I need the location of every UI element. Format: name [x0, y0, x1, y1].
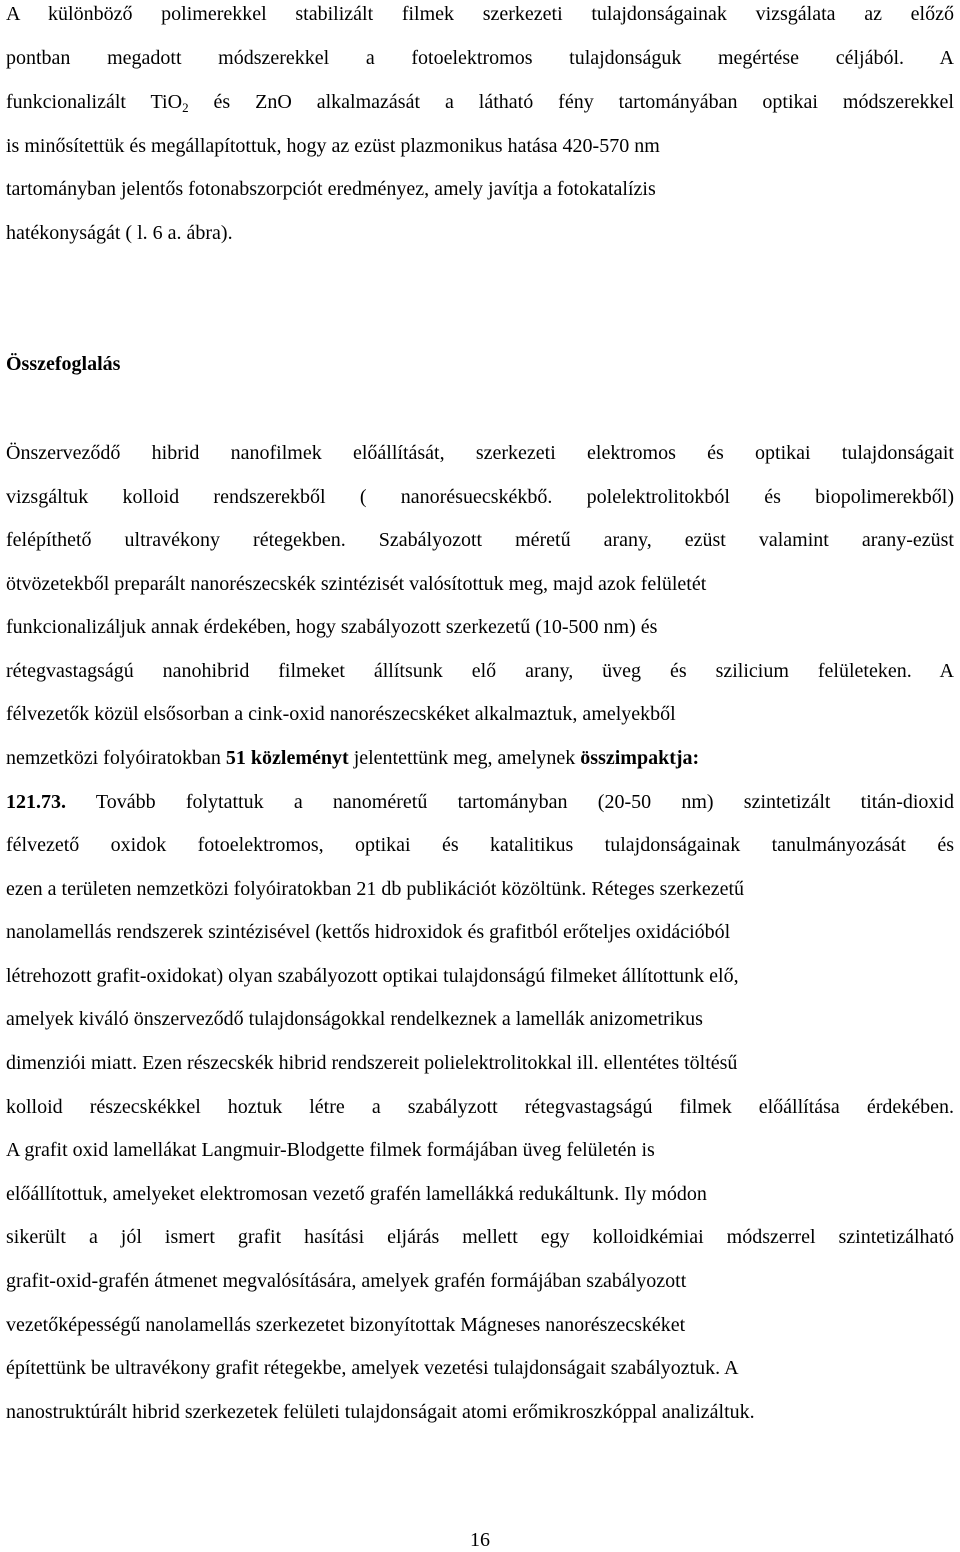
- summary-line-23: nanostruktúrált hibrid szerkezetek felületi tulajdonságait atomi erőmikroszkóppal analizáltuk.: [6, 1401, 755, 1423]
- intro-line-2: pontban megadott módszerekkel a fotoelektromos tulajdonságuk megértése céljából. A: [6, 47, 954, 69]
- summary-line-7: félvezetők közül elsősorban a cink-oxid nanorészecskéket alkalmaztuk, amelyekből: [6, 703, 676, 725]
- summary-line-9: [6, 790, 954, 814]
- summary-line-15: dimenziói miatt. Ezen részecskék hibrid rendszereit polielektrolitokkal ill. ellentétes töltésű: [6, 1052, 738, 1074]
- page-number: 16: [470, 1529, 490, 1551]
- summary-line-6: rétegvastagságú nanohibrid filmeket állítsunk elő arany, üveg és szilicium felületeken. A: [6, 660, 954, 682]
- intro-line-3: [6, 90, 954, 114]
- summary-line-2: vizsgáltuk kolloid rendszerekből ( nanorésuecskékbő. polelektrolitokból és biopolimerekből): [6, 486, 954, 508]
- summary-line-9b: Tovább folytattuk a nanoméretű tartományban (20-50 nm) szintetizált titán-dioxid: [66, 791, 954, 813]
- summary-line-4: ötvözetekből preparált nanorészecskék szintézisét valósítottuk meg, majd azok felületét: [6, 573, 707, 595]
- intro-line-3b: és ZnO alkalmazását a látható fény tartományában optikai módszerekkel: [188, 91, 954, 113]
- impact-value: 121.73.: [6, 791, 66, 813]
- summary-heading: Összefoglalás: [6, 353, 121, 375]
- summary-line-5: funkcionalizáljuk annak érdekében, hogy szabályozott szerkezetű (10-500 nm) és: [6, 616, 658, 638]
- summary-line-13: létrehozott grafit-oxidokat) olyan szabályozott optikai tulajdonságú filmeket állítottunk elő,: [6, 965, 739, 987]
- summary-line-10: félvezető oxidok fotoelektromos, optikai és katalitikus tulajdonságainak tanulmányozását és: [6, 834, 954, 856]
- intro-line-6: hatékonyságát ( l. 6 a. ábra).: [6, 222, 233, 244]
- intro-line-3a: funkcionalizált TiO: [6, 91, 183, 113]
- summary-line-18: előállítottuk, amelyeket elektromosan vezető grafén lamellákká redukáltunk. Ily módon: [6, 1183, 707, 1205]
- intro-line-1: A különböző polimerekkel stabilizált filmek szerkezeti tulajdonságainak vizsgálata az előző: [6, 3, 954, 25]
- intro-line-4: is minősítettük és megállapítottuk, hogy az ezüst plazmonikus hatása 420-570 nm: [6, 135, 660, 157]
- summary-line-8: [6, 746, 699, 770]
- summary-line-8c: jelentettünk meg, amelynek: [348, 747, 581, 769]
- summary-line-14: amelyek kiváló önszerveződő tulajdonságokkal rendelkeznek a lamellák anizometrikus: [6, 1008, 703, 1030]
- summary-line-22: építettünk be ultravékony grafit rétegekbe, amelyek vezetési tulajdonságait szabályoztuk. A: [6, 1357, 739, 1379]
- intro-line-5: tartományban jelentős fotonabszorpciót eredményez, amely javítja a fotokatalízis: [6, 178, 656, 200]
- intro-line-3-subscript: 2: [182, 100, 189, 115]
- summary-line-21: vezetőképességű nanolamellás szerkezetet bizonyítottak Mágneses nanorészecskéket: [6, 1314, 686, 1336]
- summary-line-19: sikerült a jól ismert grafit hasítási eljárás mellett egy kolloidkémiai módszerrel szintetizálható: [6, 1226, 954, 1248]
- impact-label: összimpaktja:: [580, 747, 700, 769]
- summary-line-11: ezen a területen nemzetközi folyóiratokban 21 db publikációt közöltünk. Réteges szerkezetű: [6, 878, 745, 900]
- summary-line-8a: nemzetközi folyóiratokban: [6, 747, 226, 769]
- summary-line-3: felépíthető ultravékony rétegekben. Szabályozott méretű arany, ezüst valamint arany-ezüst: [6, 529, 954, 551]
- summary-line-16: kolloid részecskékkel hoztuk létre a szabályzott rétegvastagságú filmek előállítása érdekében.: [6, 1096, 954, 1118]
- summary-line-20: grafit-oxid-grafén átmenet megvalósítására, amelyek grafén formájában szabályozott: [6, 1270, 687, 1292]
- summary-line-12: nanolamellás rendszerek szintézisével (kettős hidroxidok és grafitból erőteljes oxidációból: [6, 921, 731, 943]
- summary-line-17: A grafit oxid lamellákat Langmuir-Blodgette filmek formájában üveg felületén is: [6, 1139, 655, 1161]
- publication-count: 51 közleményt: [225, 747, 349, 769]
- summary-line-1: Önszerveződő hibrid nanofilmek előállítását, szerkezeti elektromos és optikai tulajdonságait: [6, 442, 954, 464]
